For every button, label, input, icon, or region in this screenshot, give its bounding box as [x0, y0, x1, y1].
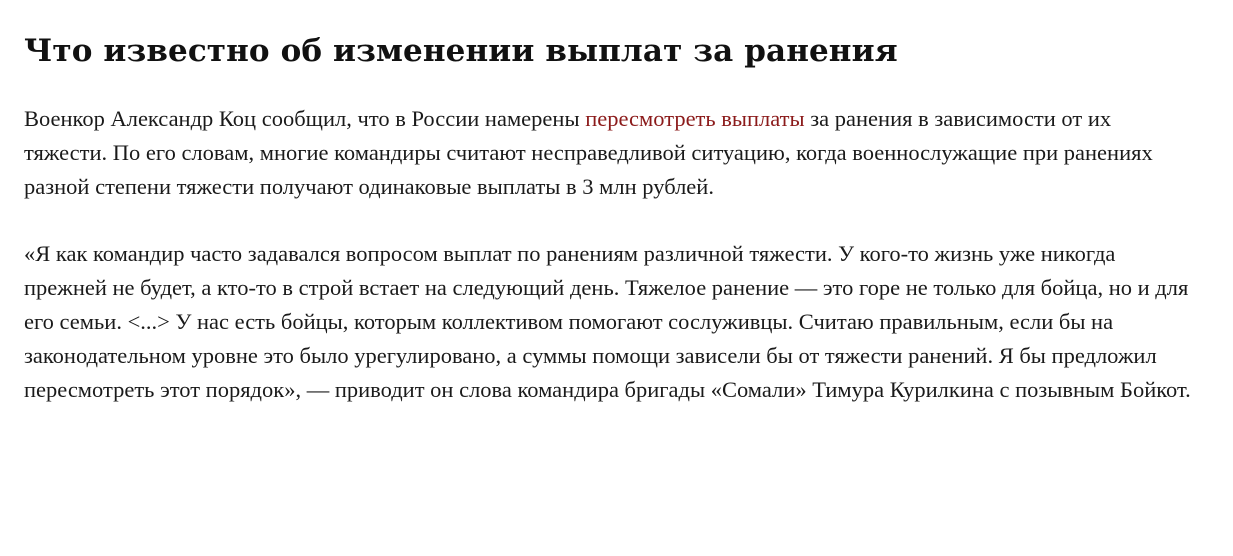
- article-headline: Что известно об изменении выплат за ранения: [24, 33, 898, 69]
- article-paragraph-2-quote: «Я как командир часто задавался вопросом выплат по ранениям различной тяжести. У кого-то жизнь уже никогда прежней не будет, а кто-то в строй встает на следующий день. Тяжелое ранение — это горе не только для бойца, но и для его семьи. <...> У нас есть бойцы, которым коллективом помогают сослуживцы. Считаю правильным, если бы на законодательном уровне это было урегулировано, а суммы помощи зависели бы от тяжести ранений. Я бы предложил пересмотреть этот порядок», — приводит он слова командира бригады «Сомали» Тимура Курилкина с позывным Бойкот.: [24, 241, 1191, 402]
- revise-payments-link[interactable]: пересмотреть выплаты: [585, 106, 805, 131]
- paragraph-text: Военкор Александр Коц сообщил, что в России намерены: [24, 106, 586, 131]
- article-body: [24, 30, 1194, 440]
- paragraph-text: за ранения в зависимости от их тяжести. По его словам, многие командиры считают несправедливой ситуацию, когда военнослужащие при ранениях разной степени тяжести получают одинаковые выплаты в 3 млн рублей.: [24, 106, 1153, 199]
- article-paragraph-1: [24, 102, 1194, 204]
